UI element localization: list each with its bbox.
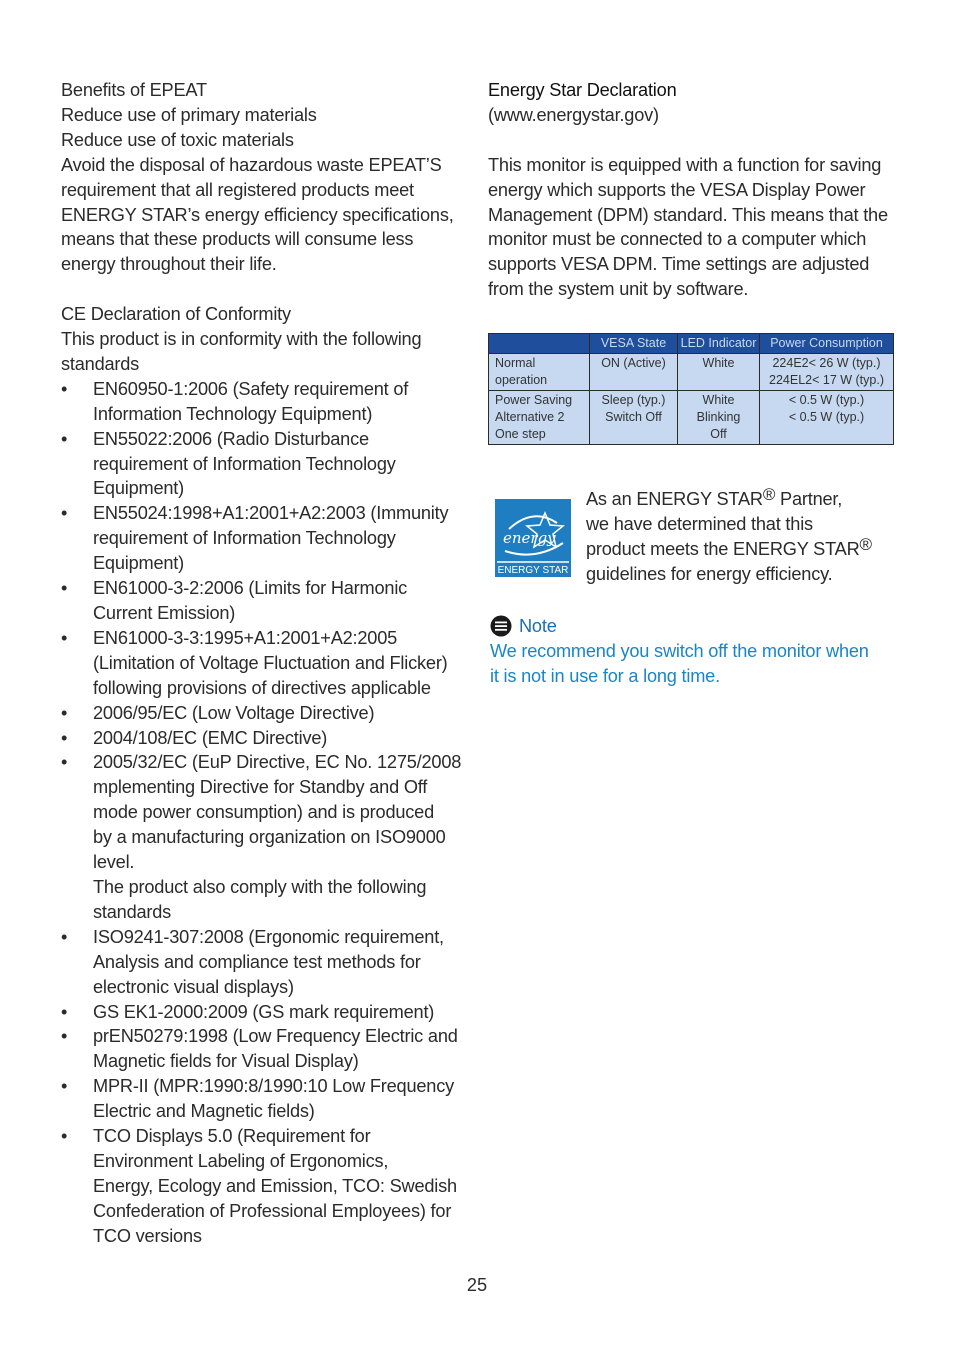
partner-line: product meets the ENERGY STAR <box>586 538 860 559</box>
cell-text: Blinking <box>696 410 741 424</box>
standard-list-item <box>61 1024 471 1074</box>
energy-star-heading: Energy Star Declaration <box>488 80 677 100</box>
standard-list-item-line: • EN61000-3-2:2006 (Limits for Harmonic <box>93 578 408 599</box>
standard-list-item-line: Equipment) <box>93 553 185 574</box>
partner-line: Partner, <box>775 489 843 509</box>
cell-text: White <box>702 393 735 407</box>
epeat-line: Reduce use of toxic materials <box>61 129 294 150</box>
standard-list-item <box>61 377 471 427</box>
dpm-table-row <box>489 391 894 445</box>
standard-list-item-line: Information Technology Equipment) <box>93 403 373 424</box>
intro-line: Management (DPM) standard. This means that the <box>488 204 888 225</box>
cell-text: One step <box>495 427 546 441</box>
intro-line: supports VESA DPM. Time settings are adjusted <box>488 254 870 275</box>
standard-list-item-line: • EN55022:2006 (Radio Disturbance <box>93 428 369 449</box>
page-number: 25 <box>466 1275 488 1295</box>
epeat-line: requirement that all registered products meet <box>61 179 414 200</box>
standard-list-item <box>61 1074 471 1124</box>
cell-text: operation <box>495 373 548 387</box>
standard-list-item-line: by a manufacturing organization on ISO9000 <box>93 827 446 848</box>
standard-list-item <box>61 626 471 701</box>
dpm-table <box>488 333 894 445</box>
partner-line: As an ENERGY STAR <box>586 489 763 509</box>
standard-list-item-line: Energy, Ecology and Emission, TCO: Swedish <box>93 1175 457 1196</box>
standard-list-item <box>61 576 471 626</box>
standard-list-item-line: • MPR-II (MPR:1990:8/1990:10 Low Frequency <box>93 1076 454 1097</box>
dpm-table-cell <box>760 354 894 391</box>
cell-text: Alternative 2 <box>495 410 565 424</box>
note-label: Note <box>519 616 557 636</box>
energy-star-intro <box>488 153 900 302</box>
standard-list-item <box>61 1000 471 1025</box>
standard-list-item-line: Environment Labeling of Ergonomics, <box>93 1150 389 1171</box>
standard-list-item-line: • GS EK1-2000:2009 (GS mark requirement) <box>93 1001 435 1022</box>
ce-line: This product is in conformity with the following <box>61 329 422 350</box>
standard-list-item-line: (Limitation of Voltage Fluctuation and Flicker) <box>93 652 448 673</box>
standard-list-item-line: • 2006/95/EC (Low Voltage Directive) <box>93 702 375 723</box>
ce-line: standards <box>61 353 140 374</box>
intro-line: monitor must be connected to a computer which <box>488 229 867 250</box>
standard-list-item <box>61 925 471 1000</box>
cell-text: < 0.5 W (typ.) <box>788 393 865 407</box>
standard-list-item-line: mplementing Directive for Standby and Off <box>93 777 428 798</box>
standard-list-item-line: • ISO9241-307:2008 (Ergonomic requirement, <box>93 926 444 947</box>
ce-line: CE Declaration of Conformity <box>61 304 291 325</box>
dpm-table-cell <box>678 354 760 391</box>
header-cell: VESA State <box>590 334 678 354</box>
dpm-table-header <box>489 334 894 354</box>
cell-text: Off <box>710 427 727 441</box>
also-comply-line: standards <box>93 901 172 922</box>
header-cell <box>489 334 590 354</box>
energy-star-logo <box>495 499 571 577</box>
epeat-line: Reduce use of primary materials <box>61 104 317 125</box>
dpm-table-cell <box>489 391 590 445</box>
cell-text: 224EL2< 17 W (typ.) <box>769 373 884 387</box>
standard-list-item-line: electronic visual displays) <box>93 976 294 997</box>
note-text: it is not in use for a long time. <box>490 665 720 686</box>
header-cell: Power Consumption <box>760 334 894 354</box>
dpm-table-cell <box>760 391 894 445</box>
note-icon <box>490 615 512 637</box>
standard-list-item-line: • prEN50279:1998 (Low Frequency Electric and <box>93 1026 458 1047</box>
standard-list-item <box>61 726 471 751</box>
standard-list-item-line: • 2004/108/EC (EMC Directive) <box>93 727 328 748</box>
standard-list-item-line: Magnetic fields for Visual Display) <box>93 1051 359 1072</box>
logo-label: ENERGY STAR <box>497 565 569 576</box>
intro-line: This monitor is equipped with a function for saving <box>488 154 882 175</box>
dpm-table-cell <box>590 354 678 391</box>
partner-line: we have determined that this <box>586 513 813 534</box>
standard-list-item-line: level. <box>93 852 135 873</box>
dpm-table-cell <box>489 354 590 391</box>
standard-list-item-line: requirement of Information Technology <box>93 453 396 474</box>
cell-text: ON (Active) <box>601 356 666 370</box>
note-header <box>490 614 910 639</box>
registered-mark: ® <box>859 534 872 554</box>
partner-line: guidelines for energy efficiency. <box>586 563 833 584</box>
dpm-table-row <box>489 354 894 391</box>
standard-list-item-line: • TCO Displays 5.0 (Requirement for <box>93 1126 371 1147</box>
right-column <box>488 78 900 302</box>
standard-list-item-line: • EN61000-3-3:1995+A1:2001+A2:2005 <box>93 627 398 648</box>
epeat-section <box>61 78 471 277</box>
standard-list-item-line: • 2005/32/EC (EuP Directive, EC No. 1275/2008 <box>93 752 462 773</box>
epeat-line: means that these products will consume less <box>61 229 414 250</box>
intro-line: energy which supports the VESA Display Power <box>488 179 866 200</box>
standard-list-item-line: mode power consumption) and is produced <box>93 802 434 823</box>
cell-text: Switch Off <box>605 410 662 424</box>
dpm-table-cell <box>590 391 678 445</box>
also-comply-line: The product also comply with the following <box>93 876 427 897</box>
note-text: We recommend you switch off the monitor when <box>490 640 869 661</box>
cell-text: Power Saving <box>495 393 573 407</box>
logo-script-text: energy <box>503 529 556 547</box>
energy-star-partner-text <box>586 487 906 587</box>
standard-list-item-line: Equipment) <box>93 478 185 499</box>
cell-text: < 0.5 W (typ.) <box>788 410 865 424</box>
standard-list-item <box>61 1124 471 1249</box>
standard-list-item-line: Confederation of Professional Employees) for <box>93 1200 452 1221</box>
standard-list-item-line: requirement of Information Technology <box>93 528 396 549</box>
also-comply-text <box>61 875 471 925</box>
energy-star-url: (www.energystar.gov) <box>488 104 659 125</box>
epeat-line: Avoid the disposal of hazardous waste EPEAT’S <box>61 154 442 175</box>
cell-text: White <box>702 356 735 370</box>
epeat-line: ENERGY STAR’s energy efficiency specifications, <box>61 204 454 225</box>
standard-list-item-line: • EN55024:1998+A1:2001+A2:2003 (Immunity <box>93 503 449 524</box>
standard-list-item <box>61 750 471 875</box>
standard-list-item-line: TCO versions <box>93 1225 202 1246</box>
standard-list-item <box>61 427 471 502</box>
epeat-line: energy throughout their life. <box>61 254 277 275</box>
left-column <box>61 78 471 1249</box>
ce-declaration-section <box>61 302 471 377</box>
registered-mark: ® <box>762 485 776 504</box>
epeat-line: Benefits of EPEAT <box>61 80 207 100</box>
note-box <box>490 614 910 689</box>
standard-list-item-line: Current Emission) <box>93 603 236 624</box>
header-cell: LED Indicator <box>678 334 760 354</box>
standard-list-item <box>61 701 471 726</box>
dpm-table-cell <box>678 391 760 445</box>
standard-list-item-line: • EN60950-1:2006 (Safety requirement of <box>93 378 409 399</box>
standard-list-item-line: Analysis and compliance test methods for <box>93 951 421 972</box>
cell-text: Normal <box>495 356 536 370</box>
cell-text: 224E2< 26 W (typ.) <box>772 356 881 370</box>
standard-list-item <box>61 501 471 576</box>
standard-list-item-line: Electric and Magnetic fields) <box>93 1101 315 1122</box>
standards-list-b <box>61 925 471 1249</box>
cell-text: Sleep (typ.) <box>601 393 666 407</box>
standard-list-item-line: following provisions of directives applicable <box>93 677 431 698</box>
standards-list-a <box>61 377 471 875</box>
intro-line: from the system unit by software. <box>488 279 749 300</box>
